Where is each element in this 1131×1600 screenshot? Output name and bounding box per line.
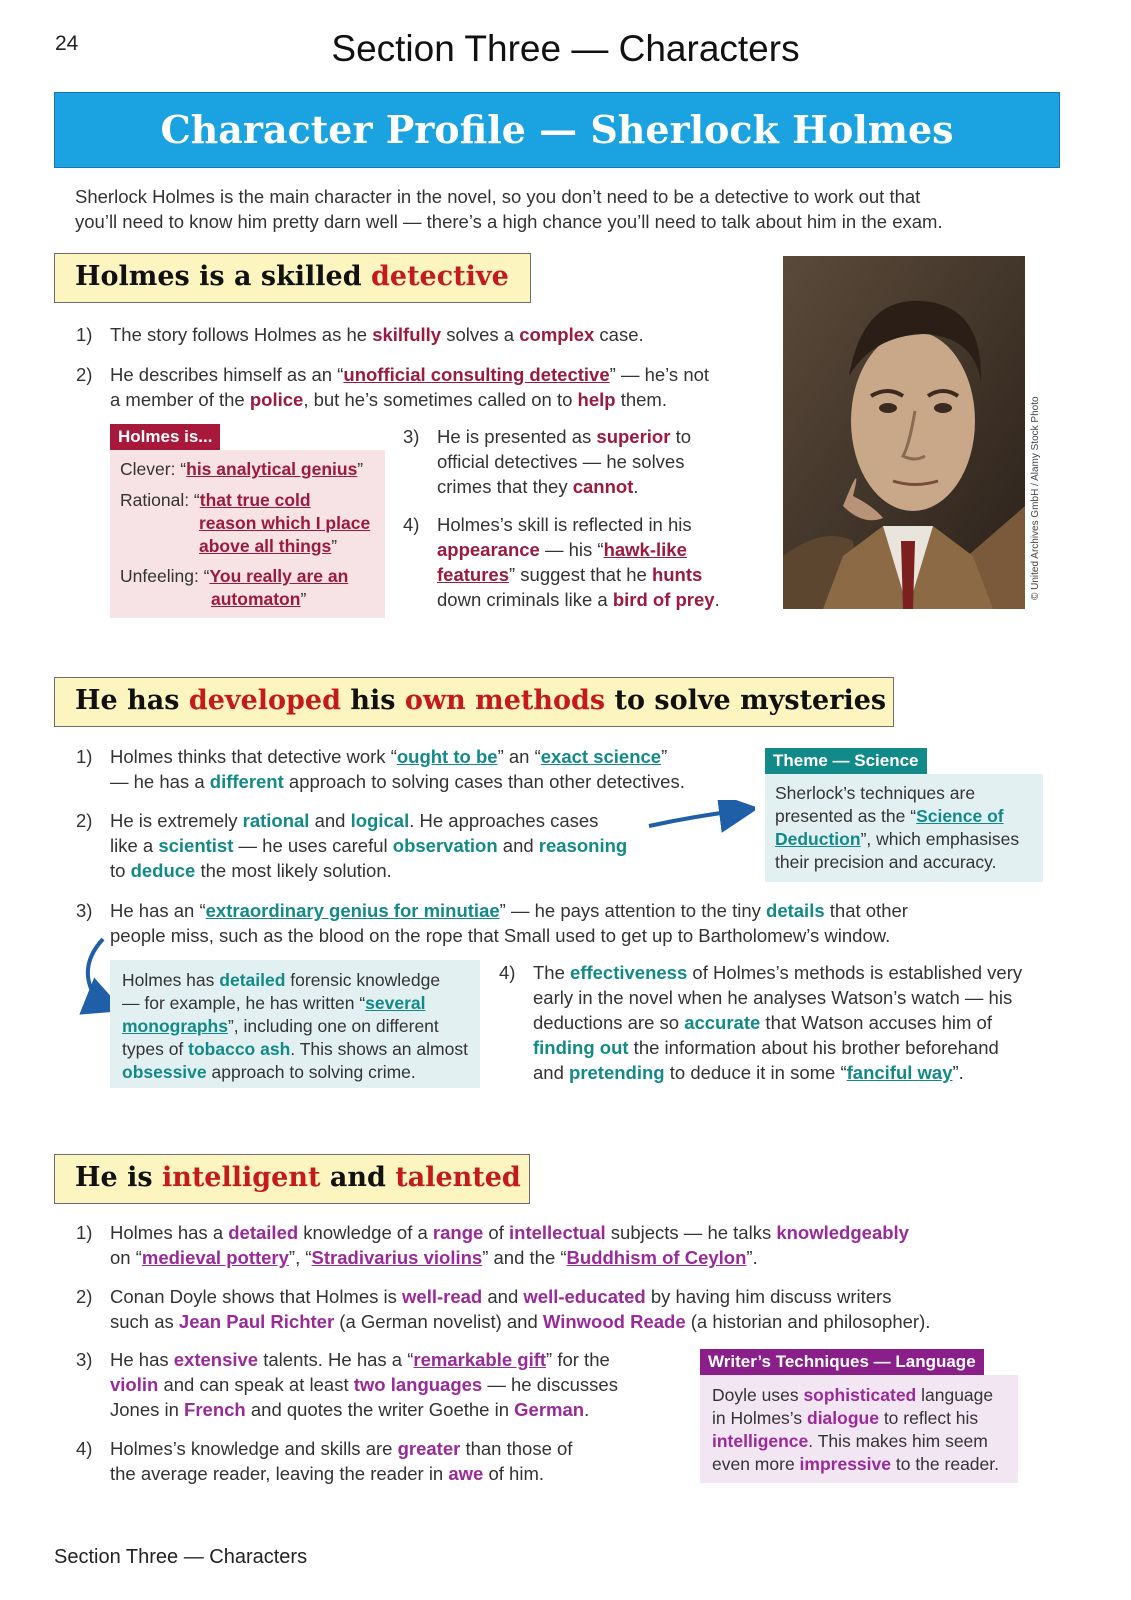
intro-paragraph bbox=[75, 184, 1075, 234]
trait-rational-cont: reason which I place bbox=[199, 513, 371, 533]
heading-intelligent-talented: He is intelligent and talented bbox=[54, 1154, 530, 1204]
point-2-3: 3) He has an “extraordinary genius for minutiae” — he pays attention to the tiny details that other people miss, such as the blood on the rope that Small used to get up to Bartholomew’s window. bbox=[76, 900, 908, 946]
page-title-banner: Character Profile — Sherlock Holmes bbox=[54, 92, 1060, 168]
box-line: obsessive approach to solving crime. bbox=[122, 1062, 416, 1082]
intro-line: Sherlock Holmes is the main character in the novel, so you don’t need to be a detective to work out that bbox=[75, 186, 921, 207]
holmes-is-tag: Holmes is... bbox=[110, 424, 220, 450]
point-number: 3) bbox=[76, 1349, 93, 1370]
point-2-1: 1) Holmes thinks that detective work “ought to be” an “exact science” — he has a different approach to solving cases than other detectives. bbox=[76, 746, 685, 792]
theme-science-box bbox=[765, 774, 1043, 882]
box-line: — for example, he has written “several bbox=[122, 993, 426, 1013]
point-1-1: 1) The story follows Holmes as he skilfully solves a complex case. bbox=[76, 324, 644, 345]
wt-line: in Holmes’s dialogue to reflect his bbox=[712, 1408, 979, 1428]
trait-unfeeling-cont: automaton” bbox=[211, 589, 307, 609]
point-2-2: 2) He is extremely rational and logical. He approaches cases like a scientist — he uses careful observation and reasoning to deduce the most likely solution. bbox=[76, 810, 628, 881]
theme-line: their precision and accuracy. bbox=[775, 852, 997, 872]
intro-line: you’ll need to know him pretty darn well — there’s a high chance you’ll need to talk about him in the exam. bbox=[75, 211, 943, 232]
wt-line: Doyle uses sophisticated language bbox=[712, 1385, 994, 1405]
trait-unfeeling: Unfeeling: “You really are an bbox=[120, 566, 349, 586]
point-number: 1) bbox=[76, 1222, 93, 1243]
theme-science-tag: Theme — Science bbox=[765, 748, 927, 774]
photo-credit: © United Archives GmbH / Alamy Stock Photo bbox=[1030, 396, 1041, 600]
theme-line: presented as the “Science of bbox=[775, 806, 1004, 826]
point-number: 2) bbox=[76, 364, 93, 385]
wt-line: intelligence. This makes him seem bbox=[712, 1431, 988, 1451]
box-line: Holmes has detailed forensic knowledge bbox=[122, 970, 441, 990]
trait-rational-cont: above all things” bbox=[199, 536, 338, 556]
point-3-3: 3) He has extensive talents. He has a “remarkable gift” for the violin and can speak at least two languages — he discusses Jones in French and quotes the writer Goethe in German. bbox=[76, 1349, 618, 1420]
point-number: 4) bbox=[403, 514, 420, 535]
arrow-to-theme bbox=[645, 800, 755, 840]
point-number: 1) bbox=[76, 324, 93, 345]
point-1-3: 3) He is presented as superior to official detectives — he solves crimes that they cannot. bbox=[403, 426, 692, 497]
point-3-1: 1) Holmes has a detailed knowledge of a range of intellectual subjects — he talks knowledgeably on “medieval pottery”, “Stradivarius violins” and the “Buddhism of Ceylon”. bbox=[76, 1222, 909, 1268]
point-number: 4) bbox=[499, 962, 516, 983]
footer-section-label: Section Three — Characters bbox=[54, 1546, 308, 1568]
trait-rational: Rational: “that true cold bbox=[120, 490, 311, 510]
theme-line: Sherlock’s techniques are bbox=[775, 783, 976, 803]
point-3-2: 2) Conan Doyle shows that Holmes is well-read and well-educated by having him discuss writers such as Jean Paul Richter (a German novelist) and Winwood Reade (a historian and philosopher). bbox=[76, 1286, 931, 1332]
point-number: 2) bbox=[76, 810, 93, 831]
holmes-traits-box bbox=[110, 450, 385, 618]
point-1-2: 2) He describes himself as an “unofficial consulting detective” — he’s not a member of the police, but he’s sometimes called on to help them. bbox=[76, 364, 710, 410]
portrait-illustration bbox=[783, 256, 1025, 609]
writers-techniques-box bbox=[700, 1375, 1018, 1483]
theme-line: Deduction”, which emphasises bbox=[775, 829, 1020, 849]
heading-own-methods: He has developed his own methods to solve mysteries bbox=[54, 677, 894, 727]
page-number: 24 bbox=[55, 32, 79, 55]
heading-highlight: detective bbox=[371, 261, 509, 292]
section-title: Section Three — Characters bbox=[331, 28, 800, 69]
trait-clever: Clever: “his analytical genius” bbox=[120, 459, 364, 479]
forensic-knowledge-box bbox=[110, 960, 480, 1088]
box-line: monographs”, including one on different bbox=[122, 1016, 439, 1036]
point-number: 3) bbox=[76, 900, 93, 921]
heading-text: Holmes is a skilled bbox=[75, 261, 372, 292]
writers-techniques-tag: Writer’s Techniques — Language bbox=[700, 1349, 984, 1375]
point-number: 2) bbox=[76, 1286, 93, 1307]
sherlock-holmes-photo bbox=[783, 256, 1025, 609]
point-3-4: 4) Holmes’s knowledge and skills are greater than those of the average reader, leaving the reader in awe of him. bbox=[76, 1438, 573, 1484]
point-number: 1) bbox=[76, 746, 93, 767]
box-line: types of tobacco ash. This shows an almost bbox=[122, 1039, 468, 1059]
point-2-4: 4) The effectiveness of Holmes’s methods is established very early in the novel when he analyses Watson’s watch — his deductions are so accurate that Watson accuses him of finding out the information about his brother beforehand and pretending to deduce it in some “fanciful way”. bbox=[499, 962, 1023, 1083]
point-number: 4) bbox=[76, 1438, 93, 1459]
heading-skilled-detective bbox=[54, 253, 531, 303]
wt-line: even more impressive to the reader. bbox=[712, 1454, 999, 1474]
point-1-4: 4) Holmes’s skill is reflected in his appearance — his “hawk-like features” suggest that he hunts down criminals like a bird of prey. bbox=[403, 514, 720, 610]
point-number: 3) bbox=[403, 426, 420, 447]
